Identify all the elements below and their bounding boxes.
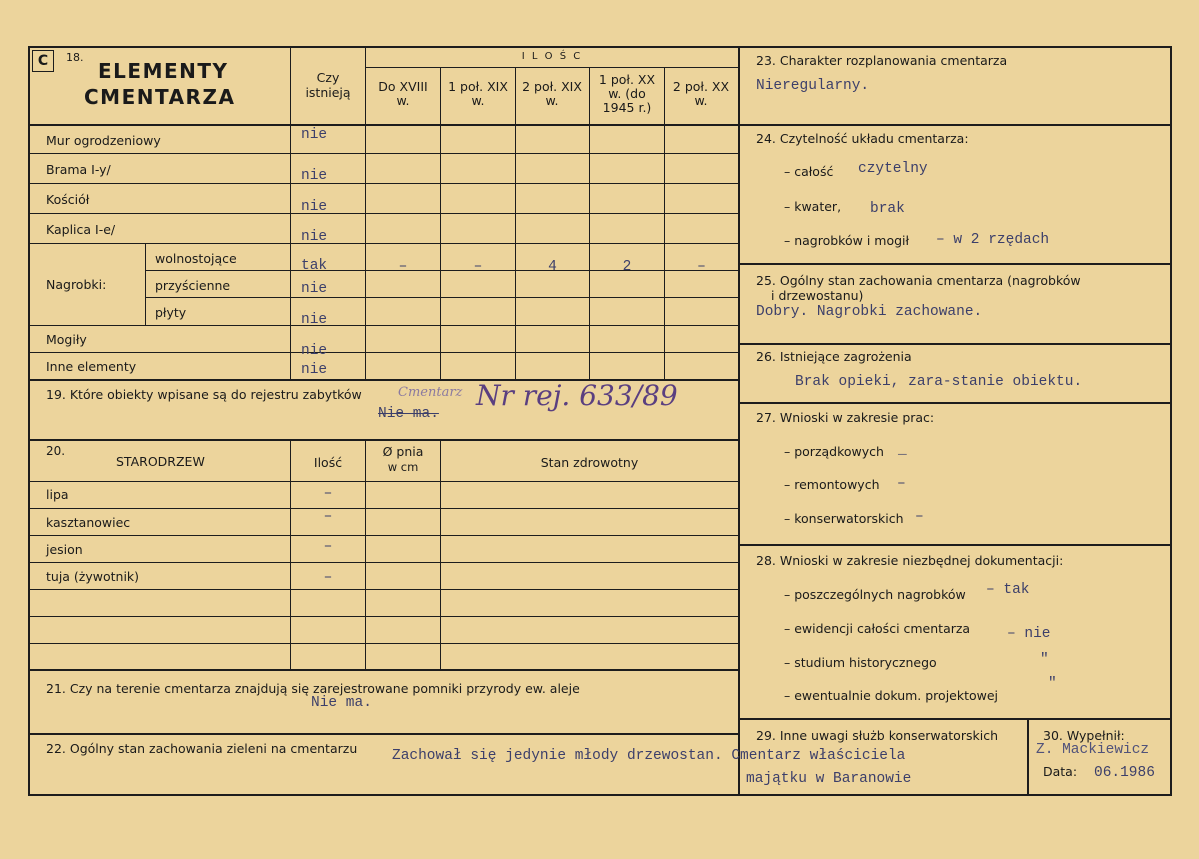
- row-mogily-value: nie: [301, 343, 328, 359]
- s27-kons-label: – konserwatorskich: [784, 511, 904, 526]
- s21-label: 21. Czy na terenie cmentarza znajdują się zarejestrowane pomniki przyrody ew. aleje: [46, 681, 580, 696]
- nagrobki-plyty-value: nie: [301, 312, 328, 328]
- col-1p19: 1 poł. XIX w.: [448, 79, 508, 108]
- s23-value: Nieregularny.: [756, 78, 870, 94]
- nagrobki-przy-value: nie: [301, 281, 328, 297]
- s26-label: 26. Istniejące zagrożenia: [756, 349, 912, 364]
- s19-handwritten-small: Cmentarz: [398, 385, 463, 400]
- row-mur-label: Mur ogrodzeniowy: [46, 133, 161, 148]
- s27-rem-label: – remontowych: [784, 477, 880, 492]
- s28-ewid-label: – ewidencji całości cmentarza: [784, 621, 971, 636]
- s27-kons-value: –: [915, 509, 924, 525]
- row-mogily-label: Mogiły: [46, 332, 87, 347]
- s25-label-1: 25. Ogólny stan zachowania cmentarza (nagrobków: [756, 273, 1081, 288]
- s30-name: Z. Mackiewicz: [1036, 742, 1150, 758]
- s30-date-label: Data:: [1043, 764, 1078, 779]
- s28-label: 28. Wnioski w zakresie niezbędnej dokumentacji:: [756, 553, 1064, 568]
- box-c: C: [32, 50, 54, 72]
- tree-tuja-label: tuja (żywotnik): [46, 569, 140, 584]
- s22-label: 22. Ogólny stan zachowania zieleni na cmentarzu: [46, 741, 358, 756]
- s22-value-2: majątku w Baranowie: [746, 771, 912, 787]
- s22-value: Zachował się jedynie młody drzewostan. Cmentarz właściciela: [392, 748, 906, 764]
- s30-label: 30. Wypełnił:: [1043, 728, 1125, 743]
- row-kaplica-label: Kaplica I-e/: [46, 222, 116, 237]
- count-1p19: –: [473, 259, 483, 275]
- s28-stud-label: – studium historycznego: [784, 655, 937, 670]
- s24-calosc-value: czytelny: [858, 161, 928, 177]
- s21-value: Nie ma.: [311, 695, 372, 711]
- s20-num: 20.: [46, 444, 66, 458]
- frame-top: [28, 46, 1172, 48]
- tree-lipa-value: –: [323, 486, 333, 502]
- s28-proj-label: – ewentualnie dokum. projektowej: [784, 688, 999, 703]
- s24-kwater-value: brak: [870, 201, 905, 217]
- s18-title-2: CMENTARZA: [84, 85, 236, 109]
- nagrobki-przy-label: przyścienne: [155, 278, 231, 293]
- s27-porz-value: _: [898, 442, 907, 458]
- s19-handwritten-register: Nr rej. 633/89: [476, 379, 678, 412]
- s27-rem-value: –: [897, 476, 906, 492]
- s24-kwater-label: – kwater,: [784, 199, 842, 214]
- s25-label-2: i drzewostanu): [771, 288, 864, 303]
- s24-calosc-label: – całość: [784, 164, 834, 179]
- s20-col-pnia-unit: w cm: [387, 460, 419, 474]
- nagrobki-label: Nagrobki:: [46, 277, 107, 292]
- tree-tuja-value: –: [323, 570, 333, 586]
- col-1p20: 1 poł. XX w. (do 1945 r.): [598, 72, 656, 115]
- s25-value: Dobry. Nagrobki zachowane.: [756, 304, 983, 320]
- s24-label: 24. Czytelność układu cmentarza:: [756, 131, 969, 146]
- frame-mid: [738, 46, 740, 796]
- s23-label: 23. Charakter rozplanowania cmentarza: [756, 53, 1008, 68]
- s20-col-ilosc: Ilość: [313, 455, 343, 470]
- s28-nagr-label: – poszczególnych nagrobków: [784, 587, 966, 602]
- count-2p19: 4: [548, 259, 557, 275]
- col-do18: Do XVIII w.: [378, 79, 428, 108]
- nagrobki-wolno-value: tak: [301, 258, 328, 274]
- s19-label: 19. Które obiekty wpisane są do rejestru zabytków: [46, 387, 362, 402]
- tree-jesion-value: –: [323, 539, 333, 555]
- s20-col-stan: Stan zdrowotny: [540, 455, 639, 470]
- row-kaplica-value: nie: [301, 229, 328, 245]
- s27-porz-label: – porządkowych: [784, 444, 884, 459]
- row-mur-value: nie: [301, 127, 328, 143]
- frame-left: [28, 46, 30, 796]
- count-1p20: 2: [622, 259, 632, 275]
- row-kosciol-value: nie: [301, 199, 328, 215]
- tree-kasztan-value: –: [323, 509, 333, 525]
- row-kosciol-label: Kościół: [46, 192, 90, 207]
- col-2p19: 2 poł. XIX w.: [522, 79, 582, 108]
- s28-nagr-value: – tak: [986, 582, 1030, 598]
- tree-lipa-label: lipa: [46, 487, 69, 502]
- row-brama-label: Brama I-y/: [46, 162, 111, 177]
- s18-title-1: ELEMENTY: [98, 59, 229, 83]
- nagrobki-plyty-label: płyty: [155, 305, 187, 320]
- s29-label: 29. Inne uwagi służb konserwatorskich: [756, 728, 998, 743]
- s20-col-pnia: Ø pnia: [382, 444, 424, 459]
- tree-kasztan-label: kasztanowiec: [46, 515, 131, 530]
- ilosc-header: I L O Ś C: [521, 51, 583, 62]
- s24-nagrobkow-value: – w 2 rzędach: [936, 232, 1050, 248]
- s28-stud-value: ": [1040, 652, 1049, 668]
- s30-date: 06.1986: [1094, 765, 1155, 781]
- row-brama-value: nie: [301, 168, 328, 184]
- frame-right: [1170, 46, 1172, 796]
- s26-value: Brak opieki, zara-stanie obiektu.: [795, 374, 1083, 390]
- s20-title: STARODRZEW: [116, 454, 205, 469]
- frame-bottom: [28, 794, 1172, 796]
- row-inne-value: nie: [301, 362, 328, 378]
- count-do18: –: [398, 259, 408, 275]
- s28-proj-value: ": [1048, 676, 1057, 692]
- s28-ewid-value: – nie: [1007, 626, 1051, 642]
- s24-nagrobkow-label: – nagrobków i mogił: [784, 233, 910, 248]
- tree-jesion-label: jesion: [46, 542, 83, 557]
- s27-label: 27. Wnioski w zakresie prac:: [756, 410, 935, 425]
- count-2p20: –: [697, 259, 706, 275]
- s19-typed: Nie ma.: [378, 406, 439, 422]
- col-2p20: 2 poł. XX w.: [672, 79, 730, 108]
- col-exists-header: Czy istnieją: [305, 70, 351, 100]
- row-inne-label: Inne elementy: [46, 359, 137, 374]
- s18-num: 18.: [66, 51, 84, 64]
- nagrobki-wolno-label: wolnostojące: [155, 251, 237, 266]
